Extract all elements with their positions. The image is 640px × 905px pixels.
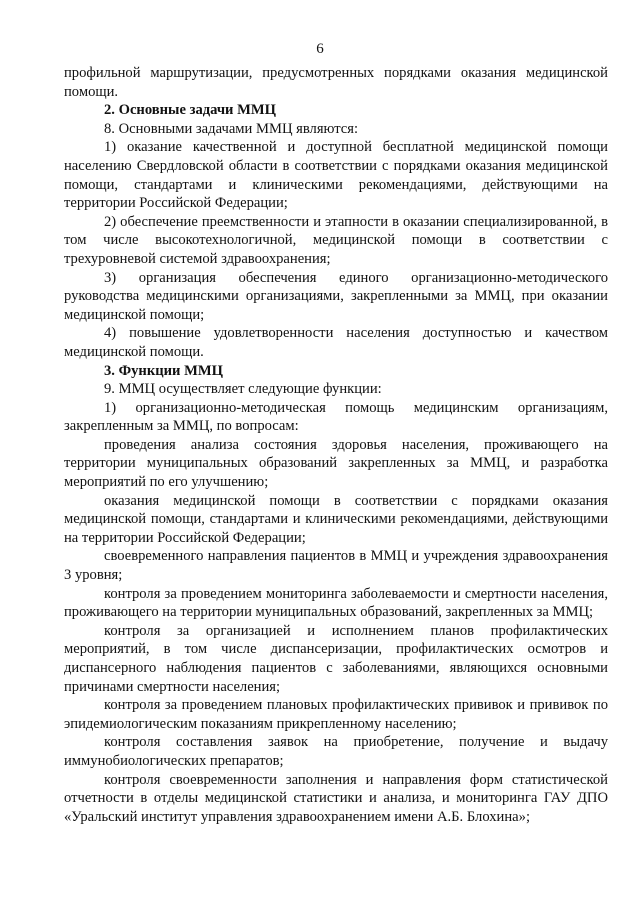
paragraph: контроля за организацией и исполнением планов профилактических мероприятий, в том числе диспансеризации, профилактических осмотров и диспансерного наблюдения пациентов с заболеваниями, являющихся основными причинами смертности населения; <box>64 622 608 695</box>
paragraph: контроля составления заявок на приобретение, получение и выдачу иммунобиологических препаратов; <box>64 734 608 769</box>
paragraph: контроля за проведением плановых профилактических прививок и прививок по эпидемиологическим показаниям прикрепленному населению; <box>64 697 608 732</box>
section-heading: 3. Функции ММЦ <box>104 362 224 379</box>
paragraph: 2) обеспечение преемственности и этапности в оказании специализированной, в том числе высокотехнологичной, медицинской помощи в соответствии с трехуровневой системой здравоохранения; <box>64 213 608 267</box>
paragraph: 8. Основными задачами ММЦ являются: <box>104 120 359 137</box>
paragraph: контроля за проведением мониторинга заболеваемости и смертности населения, проживающего на территории муниципальных образований, закрепленных за ММЦ; <box>64 585 608 621</box>
paragraph: контроля своевременности заполнения и направления форм статистической отчетности в отделы медицинской статистики и анализа, и мониторинга ГАУ ДПО «Уральский институт управления здравоохранением имени А.Б. Блохина»; <box>64 771 608 825</box>
paragraph: 1) организационно-методическая помощь медицинским организациям, закрепленным за ММЦ, по вопросам: <box>64 399 608 435</box>
paragraph: 4) повышение удовлетворенности населения доступностью и качеством медицинской помощи. <box>64 325 608 360</box>
paragraph: 3) организация обеспечения единого организационно-методического руководства медицинскими организациями, закрепленными за ММЦ, при оказании медицинской помощи; <box>64 269 608 323</box>
document-body <box>64 64 608 826</box>
paragraph: 1) оказание качественной и доступной бесплатной медицинской помощи населению Свердловской области в соответствии с порядками оказания медицинской помощи, стандартами и клиническими рекомендациями, действующими на территории Российской Федерации; <box>64 139 608 212</box>
paragraph: проведения анализа состояния здоровья населения, проживающего на территории муниципальных образований закрепленных за ММЦ, и разработка мероприятий по его улучшению; <box>64 436 608 491</box>
section-heading: 2. Основные задачи ММЦ <box>104 102 277 119</box>
page-number: 6 <box>316 41 324 57</box>
paragraph: профильной маршрутизации, предусмотренных порядками оказания медицинской помощи. <box>64 65 608 100</box>
paragraph: 9. ММЦ осуществляет следующие функции: <box>104 381 382 398</box>
paragraph: оказания медицинской помощи в соответствии с порядками оказания медицинской помощи, стандартами и клиническими рекомендациями, действующими на территории Российской Федерации; <box>64 492 608 546</box>
paragraph: своевременного направления пациентов в ММЦ и учреждения здравоохранения 3 уровня; <box>64 548 608 584</box>
